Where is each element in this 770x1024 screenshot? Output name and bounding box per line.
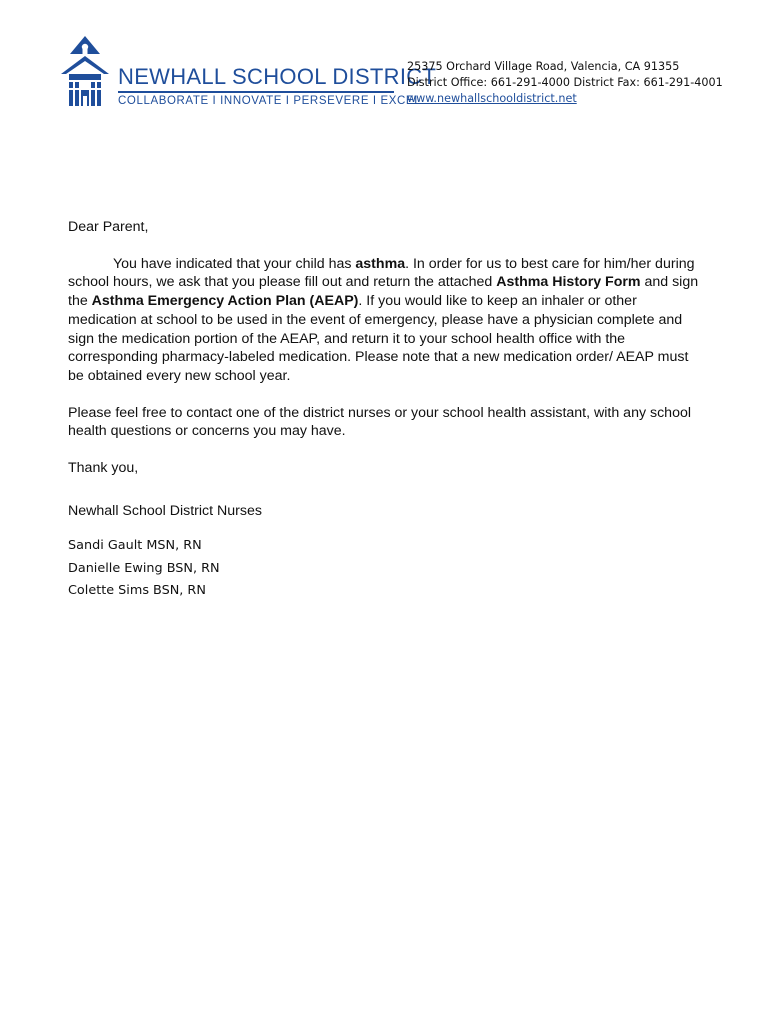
letter-body <box>68 218 708 603</box>
emphasis-asthma: asthma <box>355 255 406 272</box>
letterhead <box>60 34 723 114</box>
district-phone-fax: District Office: 661-291-4000 District Fax: 661-291-4001 <box>407 76 723 89</box>
signoff-organization: Newhall School District Nurses <box>68 502 262 519</box>
contact-block <box>407 59 723 107</box>
signer-name: Colette Sims BSN, RN <box>68 583 206 599</box>
text: . If you would like to keep an inhaler or other medication at school to be used in the event of emergency, please have a physician complete and sign the medication portion of the AEAP, and return it to your school health office with the corresponding pharmacy-labeled medication. Please note that a new medication order/ AEAP must be obtained every new school year. <box>68 293 689 384</box>
paragraph-instructions <box>68 255 708 386</box>
district-tagline: COLLABORATE I INNOVATE I PERSEVERE I EXCEL <box>118 95 422 107</box>
text: You have indicated that your child has <box>113 255 356 272</box>
text: . In order for us to best care for him/her during school hours, we ask that you please fill out and return the attached <box>68 255 695 291</box>
salutation: Dear Parent, <box>68 219 149 235</box>
closing: Thank you, <box>68 460 139 477</box>
district-address: 25375 Orchard Village Road, Valencia, CA 91355 <box>407 60 680 73</box>
emphasis-history-form: Asthma History Form <box>496 274 641 291</box>
schoolhouse-logo-icon <box>60 34 110 108</box>
signer-name: Danielle Ewing BSN, RN <box>68 560 220 576</box>
district-name: NEWHALL SCHOOL DISTRICT <box>118 64 437 89</box>
signer-name: Sandi Gault MSN, RN <box>68 538 202 554</box>
paragraph-contact: Please feel free to contact one of the district nurses or your school health assistant, with any school health questions or concerns you may have. <box>68 404 692 440</box>
emphasis-aeap: Asthma Emergency Action Plan (AEAP) <box>91 293 359 310</box>
district-website-link[interactable]: www.newhallschooldistrict.net <box>407 92 577 105</box>
signer-list <box>68 535 708 603</box>
divider <box>118 91 394 93</box>
text: and sign the <box>68 274 699 310</box>
